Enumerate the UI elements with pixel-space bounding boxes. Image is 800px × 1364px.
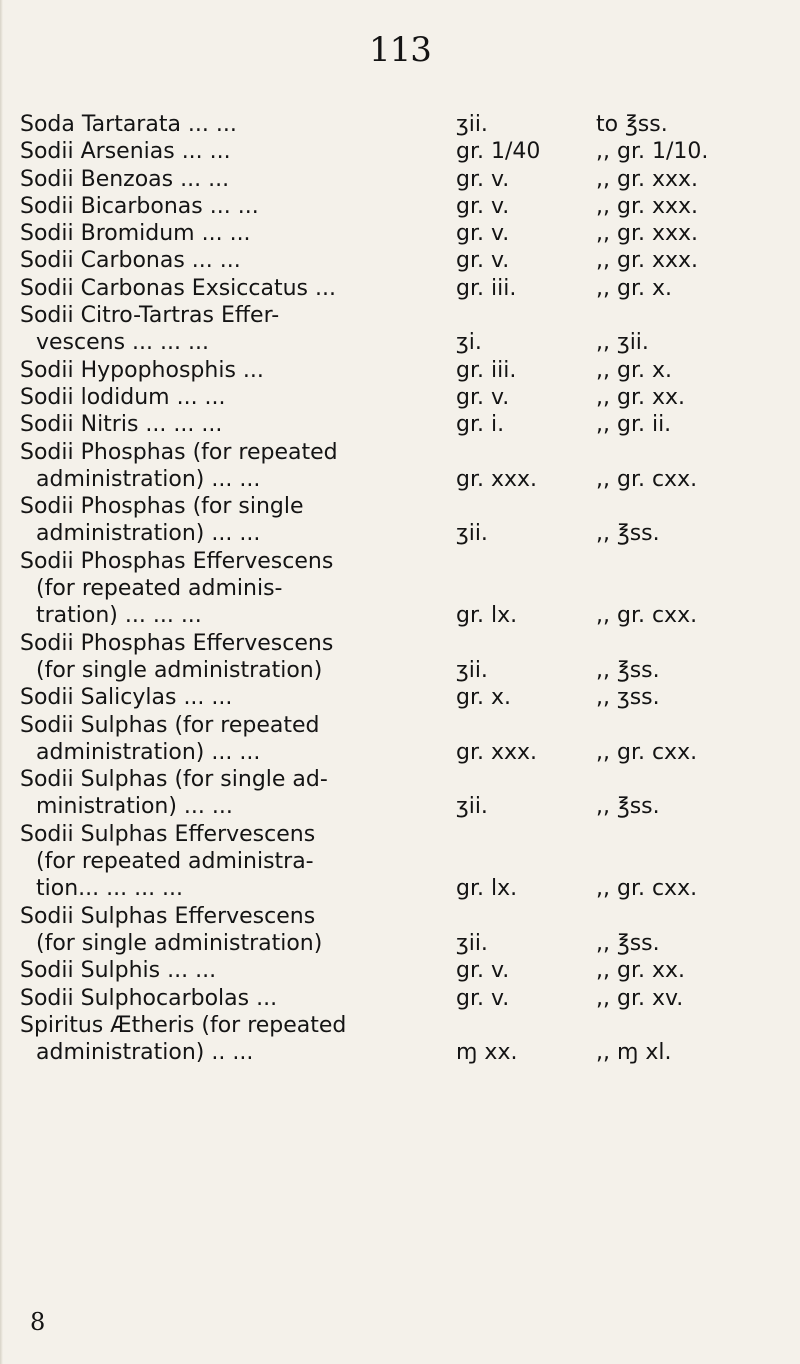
dose-minimum: gr. iii. — [456, 275, 517, 301]
dose-maximum: ,, gr. cxx. — [596, 466, 698, 492]
table-row — [20, 384, 790, 411]
table-row — [20, 766, 790, 821]
table-row — [20, 357, 790, 384]
table-row — [20, 439, 790, 494]
drug-name — [20, 302, 446, 357]
drug-name — [20, 275, 446, 302]
drug-name — [20, 821, 446, 903]
drug-name-line: (for repeated adminis- — [36, 576, 283, 602]
page-number: 113 — [369, 30, 431, 70]
drug-name-line: Sodii Hypophosphis ... — [20, 357, 264, 383]
dose-maximum: ,, ℥ss. — [596, 930, 660, 956]
dose-maximum: ,, ɱ xl. — [596, 1040, 672, 1066]
dose-maximum: ,, gr. xxx. — [596, 193, 699, 219]
dose-maximum: ,, gr. xv. — [596, 985, 684, 1011]
dose-minimum: gr. xxx. — [456, 739, 538, 765]
dose-minimum: ʒi. — [456, 330, 482, 356]
drug-name-line: (for single administration) — [36, 657, 323, 683]
table-row — [20, 630, 790, 685]
drug-name — [20, 957, 446, 984]
drug-name-line: Sodii Arsenias ... ... — [20, 139, 231, 165]
signature-mark: 8 — [30, 1308, 46, 1336]
table-row — [20, 138, 790, 165]
dose-maximum: ,, gr. cxx. — [596, 739, 698, 765]
dose-maximum: ,, gr. 1/10. — [596, 139, 709, 165]
dose-minimum: ʒii. — [456, 930, 488, 956]
table-row — [20, 111, 790, 138]
dose-maximum: ,, gr. cxx. — [596, 603, 698, 629]
dose-maximum: to ℥ss. — [596, 112, 668, 137]
drug-name — [20, 247, 446, 274]
drug-name-line: vescens ... ... ... — [36, 330, 209, 356]
drug-name-line: Sodii Nitris ... ... ... — [20, 412, 223, 438]
table-row — [20, 903, 790, 958]
table-row — [20, 220, 790, 247]
drug-name — [20, 684, 446, 711]
drug-name — [20, 111, 446, 138]
drug-name — [20, 357, 446, 384]
dose-minimum: ʒii. — [456, 521, 488, 547]
drug-name — [20, 712, 446, 767]
drug-name-line: Sodii Sulphas (for repeated — [20, 712, 320, 738]
dose-maximum: ,, ℥ss. — [596, 521, 660, 547]
drug-name-line: Sodii Bromidum ... ... — [20, 221, 251, 247]
drug-name-line: Sodii Sulphis ... ... — [20, 958, 217, 984]
drug-name-line: Sodii Phosphas Effervescens — [20, 630, 334, 656]
dose-maximum: ,, gr. xxx. — [596, 166, 699, 192]
drug-name-line: Spiritus Ætheris (for repeated — [20, 1012, 347, 1038]
dose-maximum: ,, ʒss. — [596, 685, 660, 711]
table-row — [20, 548, 790, 630]
dose-minimum: gr. v. — [456, 248, 510, 274]
drug-name-line: Soda Tartarata ... ... — [20, 112, 237, 137]
table-row — [20, 684, 790, 711]
dose-minimum: gr. x. — [456, 685, 511, 711]
drug-name-line: Sodii Sulphocarbolas ... — [20, 985, 278, 1011]
drug-name-line: Sodii Benzoas ... ... — [20, 166, 230, 192]
dose-minimum: gr. v. — [456, 193, 510, 219]
dose-maximum: ,, ʒii. — [596, 330, 649, 356]
drug-name — [20, 903, 446, 958]
table-row — [20, 821, 790, 903]
table-row — [20, 493, 790, 548]
drug-name-line: ministration) ... ... — [36, 794, 233, 820]
dose-minimum: gr. 1/40 — [456, 139, 541, 165]
dose-minimum: gr. iii. — [456, 357, 517, 383]
dose-maximum: ,, gr. x. — [596, 357, 672, 383]
drug-name-line: Sodii Citro-Tartras Effer- — [20, 303, 280, 329]
drug-name-line: Sodii Sulphas Effervescens — [20, 903, 316, 929]
drug-name — [20, 439, 446, 494]
drug-name-line: tration) ... ... ... — [36, 603, 202, 629]
drug-name — [20, 384, 446, 411]
drug-name-line: Sodii Carbonas ... ... — [20, 248, 241, 274]
drug-name-line: Sodii Carbonas Exsiccatus ... — [20, 275, 336, 301]
dose-maximum: ,, gr. xxx. — [596, 248, 699, 274]
dose-minimum: gr. v. — [456, 166, 510, 192]
table-row — [20, 957, 790, 984]
drug-name-line: Sodii Sulphas (for single ad- — [20, 767, 328, 793]
dose-minimum: gr. i. — [456, 412, 505, 438]
dose-minimum: gr. v. — [456, 221, 510, 247]
dose-maximum: ,, gr. x. — [596, 275, 672, 301]
page-fold-shadow — [0, 0, 3, 1364]
drug-name — [20, 138, 446, 165]
dose-maximum: ,, ℥ss. — [596, 794, 660, 820]
drug-name-line: Sodii lodidum ... ... — [20, 384, 226, 410]
drug-name-line: Sodii Sulphas Effervescens — [20, 821, 316, 847]
dose-maximum: ,, gr. xx. — [596, 958, 685, 984]
table-row — [20, 302, 790, 357]
drug-name-line: administration) .. ... — [36, 1040, 254, 1066]
drug-name-line: administration) ... ... — [36, 521, 261, 547]
table-row — [20, 275, 790, 302]
table-row — [20, 247, 790, 274]
dose-minimum: gr. lx. — [456, 603, 518, 629]
drug-name — [20, 220, 446, 247]
dose-minimum: ʒii. — [456, 794, 488, 820]
drug-name-line: Sodii Phosphas (for single — [20, 494, 304, 520]
drug-name-line: tion... ... ... ... — [36, 876, 184, 902]
drug-name — [20, 411, 446, 438]
dose-minimum: gr. lx. — [456, 876, 518, 902]
drug-name-line: (for single administration) — [36, 930, 323, 956]
dose-minimum: ɱ xx. — [456, 1040, 518, 1066]
drug-name — [20, 1012, 446, 1067]
drug-name — [20, 766, 446, 821]
dose-maximum: ,, ℥ss. — [596, 657, 660, 683]
table-row — [20, 1012, 790, 1067]
dose-minimum: ʒii. — [456, 657, 488, 683]
table-row — [20, 411, 790, 438]
dose-minimum: gr. v. — [456, 985, 510, 1011]
dose-minimum: gr. v. — [456, 958, 510, 984]
drug-name-line: administration) ... ... — [36, 466, 261, 492]
dose-minimum: ʒii. — [456, 112, 488, 137]
dose-minimum: gr. xxx. — [456, 466, 538, 492]
dose-minimum: gr. v. — [456, 384, 510, 410]
drug-name — [20, 493, 446, 548]
table-row — [20, 712, 790, 767]
dosage-table — [20, 111, 790, 1066]
dose-maximum: ,, gr. xxx. — [596, 221, 699, 247]
drug-name-line: Sodii Phosphas Effervescens — [20, 548, 334, 574]
dose-maximum: ,, gr. ii. — [596, 412, 672, 438]
table-row — [20, 193, 790, 220]
drug-name-line: Sodii Salicylas ... ... — [20, 685, 233, 711]
drug-name-line: Sodii Phosphas (for repeated — [20, 439, 338, 465]
drug-name — [20, 985, 446, 1012]
table-row — [20, 985, 790, 1012]
dose-maximum: ,, gr. xx. — [596, 384, 685, 410]
drug-name — [20, 193, 446, 220]
table-row — [20, 166, 790, 193]
dose-maximum: ,, gr. cxx. — [596, 876, 698, 902]
drug-name — [20, 166, 446, 193]
drug-name-line: (for repeated administra- — [36, 849, 314, 875]
drug-name-line: Sodii Bicarbonas ... ... — [20, 193, 259, 219]
drug-name — [20, 548, 446, 630]
drug-name-line: administration) ... ... — [36, 739, 261, 765]
drug-name — [20, 630, 446, 685]
